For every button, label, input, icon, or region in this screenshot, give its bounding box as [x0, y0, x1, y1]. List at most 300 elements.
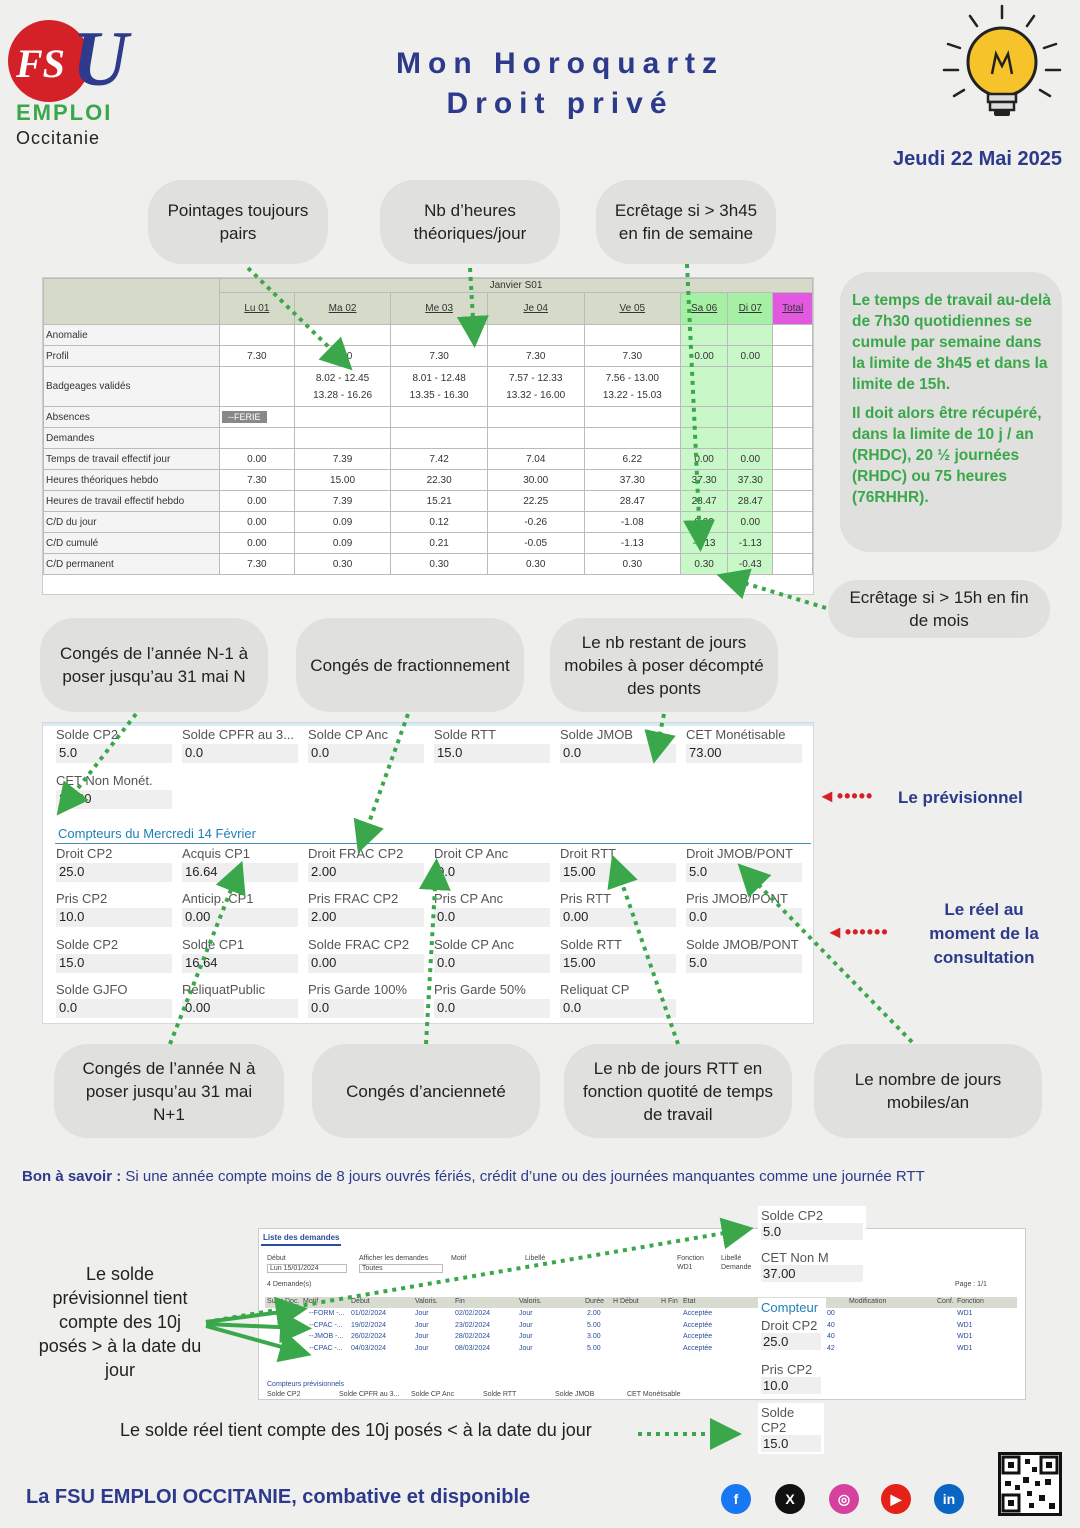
counter-cell	[560, 982, 676, 1018]
title-line2: Droit privé	[446, 87, 674, 120]
table-cell: 0.00	[728, 449, 773, 470]
table-cell: 0.00	[681, 512, 728, 533]
table-cell	[220, 367, 295, 407]
tab-liste-demandes[interactable]: Liste des demandes	[261, 1231, 341, 1246]
counter-cell	[56, 891, 172, 927]
cell-debut: 01/02/2024	[351, 1310, 387, 1317]
counter-value: 0.0	[308, 999, 424, 1018]
table-row	[44, 554, 813, 575]
table-row	[44, 533, 813, 554]
table-cell	[584, 325, 681, 346]
counter-cell	[308, 937, 424, 973]
linkedin-icon[interactable]: in	[934, 1484, 964, 1514]
column-header[interactable]: Fonction	[957, 1298, 984, 1305]
table-cell: 0.30	[681, 554, 728, 575]
zoom-cet	[758, 1248, 866, 1284]
table-cell	[584, 407, 681, 428]
title-line1: Mon Horoquartz	[396, 47, 724, 80]
counter-value: 10.0	[56, 908, 172, 927]
counter-cell	[56, 937, 172, 973]
panel-top-line	[43, 723, 813, 726]
table-cell: 0.30	[294, 554, 391, 575]
table-cell	[728, 367, 773, 407]
counter-cell	[686, 727, 802, 763]
cell-duree: 3.00	[587, 1333, 601, 1340]
counter-label: Pris JMOB/PONT	[686, 891, 788, 906]
row-label: C/D du jour	[44, 512, 220, 533]
red-arrow-reel: ◄••••••	[826, 922, 889, 942]
cell-fin: 28/02/2024	[455, 1333, 491, 1340]
counter-cell	[182, 937, 298, 973]
logo-u: U	[72, 15, 129, 102]
table-cell	[294, 325, 391, 346]
table-cell: -0.05	[487, 533, 584, 554]
table-cell: 0.30	[584, 554, 681, 575]
table-cell: 0.00	[220, 491, 295, 512]
counter-label: Droit CP2	[56, 846, 113, 861]
bubble-nb-heures: Nb d’heures théoriques/jour	[380, 180, 560, 264]
cell-v1: Jour	[415, 1310, 429, 1317]
table-row	[44, 449, 813, 470]
week-title: Janvier S01	[220, 279, 813, 293]
cell-v1: Jour	[415, 1333, 429, 1340]
table-cell: 37.30	[681, 470, 728, 491]
table-cell: 7.30	[391, 346, 488, 367]
day-header: Total	[773, 293, 813, 325]
counter-label: Droit RTT	[560, 846, 617, 861]
counter-value: 5.0	[686, 954, 802, 973]
table-cell	[773, 470, 813, 491]
counter-label: Solde FRAC CP2	[308, 937, 410, 952]
logo-region: Occitanie	[16, 128, 101, 148]
cell-debut: 19/02/2024	[351, 1321, 387, 1329]
table-cell	[487, 407, 584, 428]
table-cell	[773, 407, 813, 428]
cell-fonction: WD1	[957, 1333, 973, 1340]
table-cell: 7.30	[584, 346, 681, 367]
table-cell	[773, 449, 813, 470]
counter-value: 16.64	[182, 863, 298, 882]
column-header[interactable]: Etat	[683, 1298, 696, 1305]
lightbulb-icon	[940, 4, 1065, 124]
counter-value: 37.00	[56, 790, 172, 809]
column-header[interactable]: Fin	[455, 1298, 465, 1305]
cell-v1: Jour	[415, 1344, 429, 1352]
row-label: Anomalie	[44, 325, 220, 346]
table-cell: 0.00	[681, 449, 728, 470]
counter-value: 0.0	[686, 908, 802, 927]
counter-cell	[686, 937, 802, 973]
table-row[interactable]	[265, 1333, 1017, 1344]
cell-duree: 2.00	[587, 1310, 601, 1317]
table-row	[44, 470, 813, 491]
day-header: Sa 06	[681, 293, 728, 325]
cell-duree: 5.00	[587, 1344, 601, 1352]
table-cell	[294, 407, 391, 428]
table-cell: 7.30	[220, 470, 295, 491]
table-cell	[391, 325, 488, 346]
bubble-conges-anciennete: Congés d’ancienneté	[312, 1044, 540, 1138]
counter-label: Droit FRAC CP2	[308, 846, 404, 861]
zoom-droit-value: 25.0	[761, 1333, 821, 1350]
prev-title: Compteurs prévisionnels	[267, 1381, 345, 1388]
counter-cell	[434, 937, 550, 973]
counter-value: 0.00	[308, 954, 424, 973]
green-note-p2: Il doit alors être récupéré, dans la limite de 10 j / an (RHDC), 20 ½ journées (RHDC) ou 75 heures (76RHHR).	[852, 405, 1042, 506]
note-solde-previsionnel: Le solde prévisionnel tient compte des 10j posés > à la date du jour	[38, 1264, 202, 1380]
counter-value: 0.0	[560, 744, 676, 763]
cell-duree: 5.00	[587, 1321, 601, 1329]
row-label: Badgeages validés	[44, 367, 220, 407]
ferie-badge: --FERIE	[222, 411, 267, 423]
counter-value: 15.0	[56, 954, 172, 973]
table-cell: 22.25	[487, 491, 584, 512]
table-cell: 0.30	[391, 554, 488, 575]
zoom-pris-value: 10.0	[761, 1377, 821, 1394]
day-header: Ve 05	[584, 293, 681, 325]
counter-value: 0.0	[434, 954, 550, 973]
cell-v2: Jour	[519, 1321, 533, 1329]
counter-label: Droit JMOB/PONT	[686, 846, 793, 861]
compteurs-panel	[42, 722, 814, 1024]
table-cell: 0.30	[487, 554, 584, 575]
counter-label: Pris Garde 50%	[434, 982, 526, 997]
table-row	[44, 367, 813, 407]
prev-column: Solde JMOB	[555, 1391, 595, 1398]
cell-motif: --FORM -...	[309, 1310, 345, 1317]
counter-value: 5.0	[686, 863, 802, 882]
counter-value: 0.0	[434, 999, 550, 1018]
bubble-pointages: Pointages toujours pairs	[148, 180, 328, 264]
counter-label: ReliquatPublic	[182, 982, 266, 997]
filter-debut-label: Début	[267, 1255, 286, 1262]
cell-fonction: WD1	[957, 1310, 973, 1317]
prev-column: Solde CP Anc	[411, 1391, 455, 1398]
counter-value: 16.64	[182, 954, 298, 973]
counter-label: Solde CPFR au 3...	[182, 727, 294, 742]
counter-cell	[434, 891, 550, 927]
zoom-solde2-value: 15.0	[761, 1435, 821, 1452]
column-header[interactable]: H Fin	[661, 1298, 678, 1305]
table-cell: 15.21	[391, 491, 488, 512]
counter-value: 0.0	[182, 744, 298, 763]
table-row[interactable]	[265, 1345, 1017, 1356]
counter-cell	[56, 773, 172, 809]
day-header: Ma 02	[294, 293, 391, 325]
bon-a-savoir-label: Bon à savoir :	[22, 1168, 122, 1185]
table-cell	[728, 428, 773, 449]
cell-mod: 40	[827, 1333, 835, 1340]
cell-etat: Acceptée	[683, 1321, 713, 1329]
filter-fonction-value[interactable]: WD1	[677, 1264, 693, 1271]
counter-label: Solde RTT	[560, 937, 622, 952]
column-header[interactable]: Début	[351, 1298, 370, 1305]
column-header[interactable]: Modification	[849, 1298, 887, 1305]
bubble-rtt-quotite: Le nb de jours RTT en fonction quotité de temps de travail	[564, 1044, 792, 1138]
cell-mod: 40	[827, 1321, 835, 1329]
column-header[interactable]: Valoris.	[415, 1298, 438, 1305]
x-icon[interactable]: X	[775, 1484, 805, 1514]
counter-label: Acquis CP1	[182, 846, 250, 861]
liste-demandes	[258, 1228, 1026, 1400]
table-cell: 0.12	[391, 512, 488, 533]
facebook-icon[interactable]: f	[721, 1484, 751, 1514]
counter-cell	[308, 846, 424, 882]
table-row	[44, 428, 813, 449]
table-cell: 6.22	[584, 449, 681, 470]
table-cell: 7.42	[391, 449, 488, 470]
table-cell	[487, 428, 584, 449]
table-row	[44, 325, 813, 346]
table-cell: 8.02 - 12.45 13.28 - 16.26	[294, 367, 391, 407]
table-cell: -1.13	[584, 533, 681, 554]
counter-label: Solde JMOB	[560, 727, 633, 742]
cell-fin: 23/02/2024	[455, 1321, 491, 1329]
table-row	[44, 407, 813, 428]
counter-label: Anticip. CP1	[182, 891, 254, 906]
bubble-conges-fractionnement: Congés de fractionnement	[296, 618, 524, 712]
zoom-cet-label: CET Non M	[761, 1250, 829, 1265]
table-cell: 0.00	[728, 346, 773, 367]
counter-cell	[182, 982, 298, 1018]
table-cell	[773, 554, 813, 575]
bon-a-savoir-text: Si une année compte moins de 8 jours ouvrés fériés, crédit d’une ou des journées manquantes comme une journée RTT	[121, 1168, 925, 1185]
table-cell	[773, 533, 813, 554]
bubble-conges-n: Congés de l’année N à poser jusqu’au 31 mai N+1	[54, 1044, 284, 1138]
page-title	[330, 44, 790, 124]
counter-cell	[56, 982, 172, 1018]
table-cell: 7.30	[220, 346, 295, 367]
row-label: C/D cumulé	[44, 533, 220, 554]
green-note	[840, 272, 1062, 552]
bubble-jmob-an: Le nombre de jours mobiles/an	[814, 1044, 1042, 1138]
table-cell	[681, 325, 728, 346]
table-cell: 28.47	[728, 491, 773, 512]
filter-fonction-label: Fonction	[677, 1255, 704, 1262]
day-header: Lu 01	[220, 293, 295, 325]
table-cell: 8.01 - 12.48 13.35 - 16.30	[391, 367, 488, 407]
filter-libelle-label: Libellé	[525, 1255, 546, 1262]
filter-afficher-select[interactable]: Toutes	[359, 1264, 443, 1273]
cell-debut: 04/03/2024	[351, 1344, 387, 1352]
table-cell	[773, 346, 813, 367]
cell-mod: 42	[827, 1344, 835, 1352]
table-cell: 7.30	[220, 554, 295, 575]
table-cell	[728, 407, 773, 428]
logo-emploi: EMPLOI	[16, 100, 113, 125]
filter-libelle2-value[interactable]: Demande	[721, 1264, 752, 1271]
table-cell: 28.47	[584, 491, 681, 512]
counter-label: Solde CP Anc	[308, 727, 388, 742]
counter-label: Solde GJFO	[56, 982, 128, 997]
table-cell: 0.21	[391, 533, 488, 554]
week-table	[42, 277, 814, 595]
column-header[interactable]: H Début	[613, 1298, 639, 1305]
row-label: Absences	[44, 407, 220, 428]
row-label: C/D permanent	[44, 554, 220, 575]
table-cell: -1.13	[728, 533, 773, 554]
table-cell: 0.09	[294, 533, 391, 554]
youtube-icon[interactable]: ▶	[881, 1484, 911, 1514]
zoom-pris-cp2	[758, 1360, 824, 1396]
note-solde-reel: Le solde réel tient compte des 10j posés < à la date du jour	[120, 1420, 592, 1440]
qr-pattern	[1001, 1455, 1059, 1513]
counter-label: Droit CP Anc	[434, 846, 509, 861]
table-cell: 7.57 - 12.33 13.32 - 16.00	[487, 367, 584, 407]
table-cell: 7.39	[294, 449, 391, 470]
table-cell	[773, 512, 813, 533]
table-cell: 28.47	[681, 491, 728, 512]
counter-label: Pris CP Anc	[434, 891, 504, 906]
column-header[interactable]: Conf.	[937, 1298, 954, 1305]
cell-fin: 02/02/2024	[455, 1310, 491, 1317]
bon-a-savoir	[22, 1168, 1062, 1185]
zoom-solde-cp2-label: Solde CP2	[761, 1208, 824, 1223]
counter-value: 15.0	[434, 744, 550, 763]
filter-afficher-label: Afficher les demandes	[359, 1255, 429, 1262]
counter-label: CET Non Monét.	[56, 773, 153, 788]
column-header[interactable]: Durée	[585, 1298, 605, 1305]
filter-debut-input[interactable]: Lun 15/01/2024	[267, 1264, 347, 1273]
table-row[interactable]	[265, 1310, 1017, 1321]
bubble-ecretage-mois: Ecrêtage si > 15h en fin de mois	[828, 580, 1050, 638]
counter-cell	[434, 982, 550, 1018]
table-cell: 7.56 - 13.00 13.22 - 15.03	[584, 367, 681, 407]
prev-column: Solde CP2	[267, 1391, 301, 1398]
corner-cell	[44, 279, 220, 325]
table-cell: 37.30	[728, 470, 773, 491]
table-header	[265, 1297, 1017, 1308]
counter-value: 0.0	[434, 863, 550, 882]
table-cell: -0.43	[728, 554, 773, 575]
counter-cell	[308, 891, 424, 927]
counter-label: Pris RTT	[560, 891, 612, 906]
filter-libelle2-label: Libellé	[721, 1255, 742, 1262]
counter-label: Solde CP1	[182, 937, 245, 952]
cell-etat: Acceptée	[683, 1333, 713, 1340]
cell-fin: 08/03/2024	[455, 1344, 491, 1352]
counter-label: Solde CP2	[56, 727, 119, 742]
counter-cell	[560, 891, 676, 927]
day-header: Di 07	[728, 293, 773, 325]
table-cell: 0.00	[681, 346, 728, 367]
counter-cell	[308, 982, 424, 1018]
day-header: Me 03	[391, 293, 488, 325]
day-header: Je 04	[487, 293, 584, 325]
counter-value: 0.0	[434, 908, 550, 927]
table-cell: 30.00	[487, 470, 584, 491]
column-header[interactable]: Doc.	[285, 1298, 300, 1305]
cell-etat: Acceptée	[683, 1344, 713, 1352]
counter-value: 15.00	[560, 863, 676, 882]
column-header[interactable]: Supp.	[267, 1298, 286, 1305]
cell-debut: 26/02/2024	[351, 1333, 387, 1340]
counter-value: 2.00	[308, 863, 424, 882]
filter-motif-label: Motif	[451, 1255, 467, 1262]
cell-motif: --JMOB -...	[309, 1333, 344, 1340]
table-row[interactable]	[265, 1322, 1017, 1333]
zoom-droit-cp2	[758, 1316, 824, 1352]
table-cell	[773, 367, 813, 407]
table-row	[44, 491, 813, 512]
zoom-compteur: Compteur	[758, 1298, 826, 1317]
table-cell	[220, 407, 295, 428]
table-cell	[487, 325, 584, 346]
counter-cell	[182, 727, 298, 763]
table-cell	[728, 325, 773, 346]
pager[interactable]: Page : 1/1	[955, 1281, 987, 1288]
table-cell	[681, 367, 728, 407]
table-cell: -0.26	[487, 512, 584, 533]
footer-text: La FSU EMPLOI OCCITANIE, combative et disponible	[26, 1486, 531, 1508]
counter-cell	[308, 727, 424, 763]
table-cell: 0.00	[220, 512, 295, 533]
table-cell: 7.30	[487, 346, 584, 367]
counter-value: 2.00	[308, 908, 424, 927]
label-reel: Le réel au moment de la consultation	[929, 900, 1039, 967]
instagram-icon[interactable]: ◎	[829, 1484, 859, 1514]
cell-fonction: WD1	[957, 1321, 973, 1329]
prev-column: Solde RTT	[483, 1391, 517, 1398]
counter-cell	[434, 846, 550, 882]
bubble-jmob-restant: Le nb restant de jours mobiles à poser décompté des ponts	[550, 618, 778, 712]
row-label: Heures de travail effectif hebdo	[44, 491, 220, 512]
compteurs-section-title: Compteurs du Mercredi 14 Février	[58, 826, 256, 841]
demandes-count: 4 Demande(s)	[267, 1281, 312, 1288]
cell-v2: Jour	[519, 1310, 533, 1317]
counter-value: 0.00	[182, 908, 298, 927]
counter-label: Pris Garde 100%	[308, 982, 407, 997]
cell-v2: Jour	[519, 1333, 533, 1340]
counter-value: 5.0	[56, 744, 172, 763]
counter-value: 0.0	[308, 744, 424, 763]
counter-label: Solde RTT	[434, 727, 496, 742]
table-cell	[391, 428, 488, 449]
counter-label: CET Monétisable	[686, 727, 786, 742]
cell-mod: 00	[827, 1310, 835, 1317]
table-row	[44, 512, 813, 533]
table-cell	[584, 428, 681, 449]
table-cell: 15.00	[294, 470, 391, 491]
logo-fs: FS	[16, 41, 65, 86]
row-label: Temps de travail effectif jour	[44, 449, 220, 470]
counter-value: 15.00	[560, 954, 676, 973]
qr-code[interactable]	[998, 1452, 1062, 1516]
counter-value: 0.00	[182, 999, 298, 1018]
cell-fonction: WD1	[957, 1344, 973, 1352]
table-cell	[681, 407, 728, 428]
label-previsionnel: Le prévisionnel	[898, 788, 1023, 807]
column-header[interactable]: Motif	[303, 1298, 319, 1305]
counter-cell	[182, 846, 298, 882]
page-date: Jeudi 22 Mai 2025	[893, 148, 1062, 170]
cell-etat: Acceptée	[683, 1310, 713, 1317]
bubble-ecretage-semaine: Ecrêtage si > 3h45 en fin de semaine	[596, 180, 776, 264]
row-label: Demandes	[44, 428, 220, 449]
table-cell	[681, 428, 728, 449]
counter-label: Solde CP2	[56, 937, 119, 952]
table-cell: 7.30	[294, 346, 391, 367]
zoom-solde-cp2-value: 5.0	[761, 1223, 863, 1240]
table-cell	[773, 428, 813, 449]
counter-label: Solde JMOB/PONT	[686, 937, 799, 952]
table-cell: 0.09	[294, 512, 391, 533]
counter-value: 0.0	[56, 999, 172, 1018]
counter-label: Solde CP Anc	[434, 937, 514, 952]
bubble-conges-n1: Congés de l’année N-1 à poser jusqu’au 31 mai N	[40, 618, 268, 712]
zoom-droit-label: Droit CP2	[761, 1318, 818, 1333]
column-header[interactable]: Valoris.	[519, 1298, 542, 1305]
